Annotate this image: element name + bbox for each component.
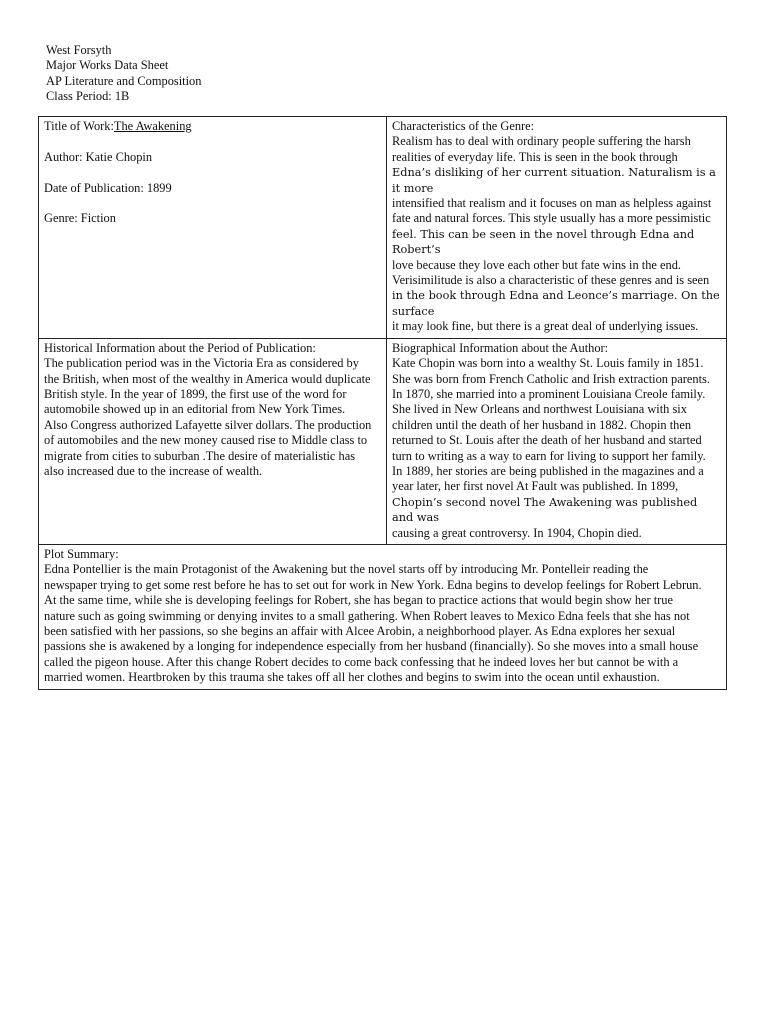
text-line: automobile showed up in an editorial from New York Times. xyxy=(44,402,346,417)
text-line: year later, her first novel At Fault was published. In 1899, xyxy=(392,479,679,494)
text-line: the British, when most of the wealthy in America would duplicate xyxy=(44,371,371,386)
text-line: children until the death of her husband in 1882. Chopin then xyxy=(392,417,692,432)
work-info-cell xyxy=(39,117,387,339)
genre-line: Genre: Fiction xyxy=(44,211,116,226)
text-line: realities of everyday life. This is seen in the book through xyxy=(392,149,678,164)
text-line: In 1889, her stories are being published in the magazines and a xyxy=(392,463,704,478)
historical-info-heading: Historical Information about the Period of Publication: xyxy=(44,340,316,355)
genre-characteristics-heading: Characteristics of the Genre: xyxy=(392,119,535,133)
text-line: it may look fine, but there is a great deal of underlying issues. xyxy=(392,319,699,334)
publication-date-line: Date of Publication: 1899 xyxy=(44,180,172,195)
text-line: Edna’s disliking of her current situation. Naturalism is a it more xyxy=(392,166,716,195)
text-line: passions she is awakened by a longing for independence especially from her husband (financially). So she moves into a small house xyxy=(44,639,699,654)
biographical-info-heading: Biographical Information about the Author: xyxy=(392,340,609,355)
genre-characteristics-cell xyxy=(387,117,727,339)
school-name: West Forsyth xyxy=(46,43,112,57)
sheet-title: Major Works Data Sheet xyxy=(46,58,169,73)
text-line: The publication period was in the Victoria Era as considered by xyxy=(44,356,359,371)
text-line: In 1870, she married into a prominent Louisiana Creole family. xyxy=(392,386,706,401)
text-line: nature such as going swimming or denying invites to a small gathering. When Robert leaves to Mexico Edna feels that she has not xyxy=(44,608,690,623)
text-line: Chopin’s second novel The Awakening was published and was xyxy=(392,495,698,525)
historical-info-cell xyxy=(39,338,387,544)
class-period: Class Period: 1B xyxy=(46,89,130,104)
text-line: of automobiles and the new money caused rise to Middle class to xyxy=(44,433,368,448)
title-of-work xyxy=(44,119,382,134)
text-line: also increased due to the increase of wealth. xyxy=(44,463,263,478)
biographical-info-cell xyxy=(387,338,727,544)
plot-summary-cell xyxy=(39,544,727,689)
text-line: She was born from French Catholic and Irish extraction parents. xyxy=(392,371,710,386)
title-label: Title of Work: xyxy=(44,119,114,133)
text-line: Edna Pontellier is the main Protagonist of the Awakening but the novel starts off by introducing Mr. Pontelleir reading the xyxy=(44,562,649,577)
text-line: migrate from cities to suburban .The desire of materialistic has xyxy=(44,448,356,463)
text-line: causing a great controversy. In 1904, Chopin died. xyxy=(392,525,642,540)
text-line: returned to St. Louis after the death of her husband and started xyxy=(392,433,702,448)
text-line: She lived in New Orleans and northwest Louisiana with six xyxy=(392,402,687,417)
text-line: been satisfied with her passions, so she begins an affair with Alcee Arobin, a neighborhood player. As Edna explores her sexual xyxy=(44,624,676,638)
text-line: married women. Heartbroken by this trauma she takes off all her clothes and begins to swim into the ocean until exhaustion. xyxy=(44,670,660,685)
text-line: called the pigeon house. After this change Robert decides to come back confessing that he indeed loves her but cannot be with a xyxy=(44,654,679,669)
text-line: At the same time, while she is developing feelings for Robert, she has began to practice actions that would begin show her true xyxy=(44,593,674,608)
text-line: newspaper trying to get some rest before he has to set out for work in New York. Edna begins to develop feelings for Robert Lebrun. xyxy=(44,577,702,592)
text-line: turn to writing as a way to earn for living to support her family. xyxy=(392,448,706,463)
text-line: love because they love each other but fate wins in the end. xyxy=(392,257,682,272)
text-line: fate and natural forces. This style usually has a more pessimistic xyxy=(392,211,711,226)
text-line: British style. In the year of 1899, the first use of the word for xyxy=(44,386,347,401)
course-name: AP Literature and Composition xyxy=(46,73,202,88)
data-sheet-table xyxy=(38,116,727,690)
plot-summary-heading: Plot Summary: xyxy=(44,546,119,561)
text-line: Also Congress authorized Lafayette silver dollars. The production xyxy=(44,417,372,432)
text-line: Verisimilitude is also a characteristic of these genres and is seen xyxy=(392,273,710,288)
text-line: in the book through Edna and Leonce’s marriage. On the surface xyxy=(392,289,720,318)
document-header xyxy=(46,43,201,105)
text-line: feel. This can be seen in the novel through Edna and Robert’s xyxy=(392,227,695,257)
author-line: Author: Katie Chopin xyxy=(44,149,153,164)
text-line: Realism has to deal with ordinary people suffering the harsh xyxy=(392,134,691,149)
text-line: Kate Chopin was born into a wealthy St. Louis family in 1851. xyxy=(392,356,704,371)
work-title: The Awakening xyxy=(113,119,192,133)
text-line: intensified that realism and it focuses on man as helpless against xyxy=(392,196,712,211)
